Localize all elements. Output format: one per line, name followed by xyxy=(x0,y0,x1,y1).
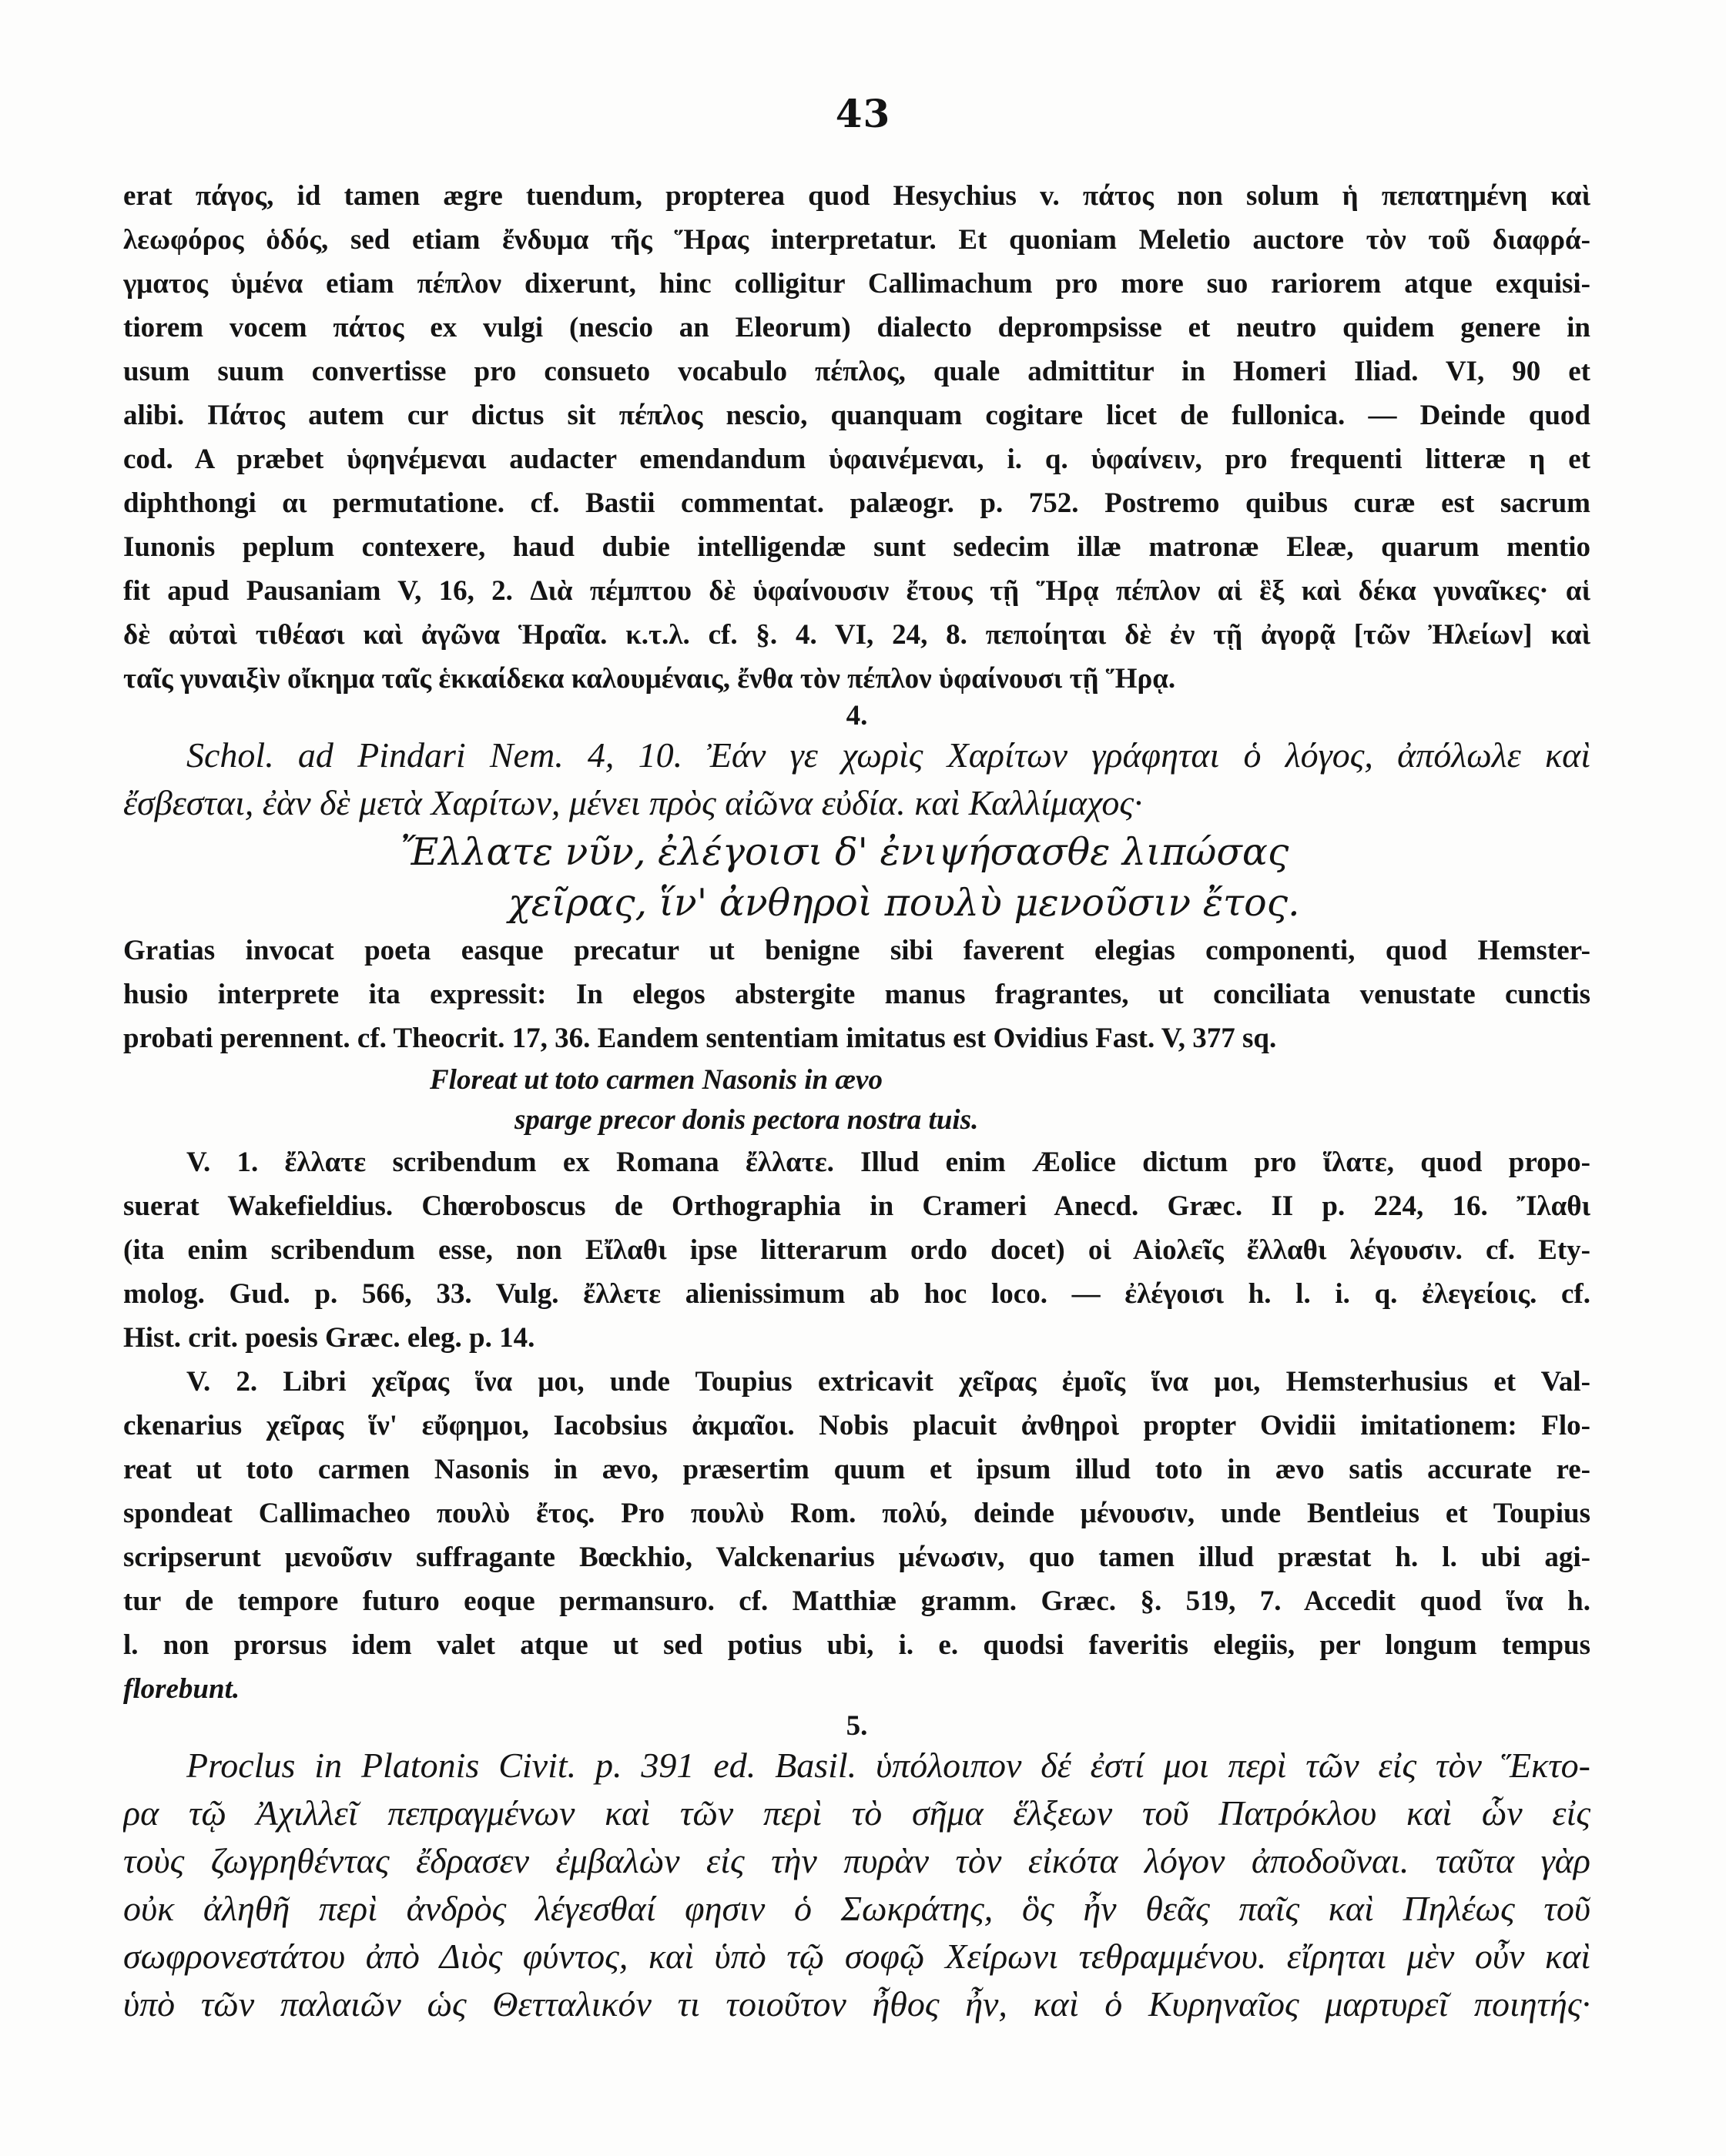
latin-verse-1: Floreat ut toto carmen Nasonis in ævo xyxy=(430,1064,883,1096)
text-block xyxy=(123,174,1590,2028)
note-line-v2: reat ut toto carmen Nasonis in ævo, præsertim quum et ipsum illud toto in ævo satis accurate re- xyxy=(123,1454,1590,1485)
text-line: fit apud Pausaniam V, 16, 2. Διὰ πέμπτου δὲ ὑφαίνουσιν ἔτους τῇ Ἥρᾳ πέπλον αἱ ἓξ καὶ δέκα γυναῖκες· αἱ xyxy=(123,575,1590,607)
note-line-v1: suerat Wakefieldius. Chœroboscus de Orthographia in Crameri Anecd. Græc. II p. 224, 16. Ἴλαθι xyxy=(123,1190,1590,1222)
note-line-v2: l. non prorsus idem valet atque ut sed potius ubi, i. e. quodsi faveritis elegiis, per longum tempus xyxy=(123,1629,1590,1661)
note-line-v1: V. 1. ἔλλατε scribendum ex Romana ἔλλατε. Illud enim Æolice dictum pro ἵλατε, quod propo- xyxy=(186,1147,1590,1178)
note-line-v2: V. 2. Libri χεῖρας ἵνα μοι, unde Toupius extricavit χεῖρας ἐμοῖς ἵνα μοι, Hemsterhusius et Val- xyxy=(186,1366,1590,1398)
text-line: tiorem vocem πάτος ex vulgi (nescio an Eleorum) dialecto deprompsisse et neutro quidem genere in xyxy=(123,312,1590,343)
text-line: cod. A præbet ὑφηνέμεναι audacter emendandum ὑφαινέμεναι, i. q. ὑφαίνειν, pro frequenti litteræ η et xyxy=(123,444,1590,475)
greek-verse-1: Ἔλλατε νῦν, ἐλέγοισι δ' ἐνιψήσασθε λιπώσας xyxy=(400,830,1289,874)
proclus-line: ρα τῷ Ἀχιλλεῖ πεπραγμένων καὶ τῶν περὶ τὸ σῆμα ἕλξεων τοῦ Πατρόκλου καὶ ὧν εἰς xyxy=(123,1793,1590,1833)
note-line-v2: spondeat Callimacheo πουλὺ ἔτος. Pro πουλὺ Rom. πολύ, deinde μένουσιν, unde Bentleius et Toupius xyxy=(123,1498,1590,1529)
note-line-v1: (ita enim scribendum esse, non Εἴλαθι ipse litterarum ordo docet) οἱ Αἰολεῖς ἔλλαθι λέγουσιν. cf. Ety- xyxy=(123,1234,1590,1266)
proclus-line: Proclus in Platonis Civit. p. 391 ed. Basil. ὑπόλοιπον δέ ἐστί μοι περὶ τῶν εἰς τὸν Ἕκτο- xyxy=(186,1746,1590,1785)
note-line-v1: molog. Gud. p. 566, 33. Vulg. ἔλλετε alienissimum ab hoc loco. — ἐλέγοισι h. l. i. q. ἐλεγείοις. cf. xyxy=(123,1278,1590,1310)
note-line-v2: florebunt. xyxy=(123,1673,240,1705)
proclus-line: τοὺς ζωγρηθέντας ἔδρασεν ἐμβαλὼν εἰς τὴν πυρὰν τὸν εἰκότα λόγον ἀποδοῦναι. ταῦτα γὰρ xyxy=(123,1841,1590,1880)
text-line: λεωφόρος ὁδός, sed etiam ἔνδυμα τῆς Ἥρας interpretatur. Et quoniam Meletio auctore τὸν τοῦ διαφρά- xyxy=(123,224,1590,256)
text-line: erat πάγος, id tamen ægre tuendum, propterea quod Hesychius v. πάτος non solum ἡ πεπατημένη καὶ xyxy=(123,180,1590,212)
text-line: Gratias invocat poeta easque precatur ut benigne sibi faverent elegias componenti, quod Hemster- xyxy=(123,935,1590,966)
text-line: husio interprete ita expressit: In elegos abstergite manus fragrantes, ut conciliata venustate cunctis xyxy=(123,979,1590,1010)
text-line: γματος ὑμένα etiam πέπλον dixerunt, hinc colligitur Callimachum pro more suo rariorem atque exquisi- xyxy=(123,268,1590,300)
text-line: diphthongi αι permutatione. cf. Bastii commentat. palæogr. p. 752. Postremo quibus curæ est sacrum xyxy=(123,487,1590,519)
note-line-v2: ckenarius χεῖρας ἵν' εὔφημοι, Iacobsius ἀκμαῖοι. Nobis placuit ἀνθηροὶ propter Ovidii imitationem: Flo- xyxy=(123,1410,1590,1441)
text-line: ταῖς γυναιξὶν οἴκημα ταῖς ἑκκαίδεκα καλουμέναις, ἔνθα τὸν πέπλον ὑφαίνουσι τῇ Ἥρᾳ. xyxy=(123,663,1176,695)
section-number-5: 5. xyxy=(846,1710,868,1742)
text-line: Iunonis peplum contexere, haud dubie intelligendæ sunt sedecim illæ matronæ Eleæ, quarum mentio xyxy=(123,531,1590,563)
proclus-line: σωφρονεστάτου ἀπὸ Διὸς φύντος, καὶ ὑπὸ τῷ σοφῷ Χείρωνι τεθραμμένου. εἴρηται μὲν οὖν καὶ xyxy=(123,1937,1590,1976)
scholion-intro-continued: ἔσβεσται, ἐὰν δὲ μετὰ Χαρίτων, μένει πρὸς αἰῶνα εὐδία. καὶ Καλλίμαχος· xyxy=(123,783,1143,822)
note-line-v2: tur de tempore futuro eoque permansuro. cf. Matthiæ gramm. Græc. §. 519, 7. Accedit quod ἵνα h. xyxy=(123,1585,1590,1617)
section-number-4: 4. xyxy=(846,700,868,732)
proclus-line: οὐκ ἀληθῆ περὶ ἀνδρὸς λέγεσθαί φησιν ὁ Σωκράτης, ὃς ἦν θεᾶς παῖς καὶ Πηλέως τοῦ xyxy=(123,1889,1590,1928)
text-line: probati perennent. cf. Theocrit. 17, 36. Eandem sententiam imitatus est Ovidius Fast. V, 377 sq. xyxy=(123,1023,1277,1054)
proclus-line: ὑπὸ τῶν παλαιῶν ὡς Θετταλικόν τι τοιοῦτον ἦθος ἦν, καὶ ὁ Κυρηναῖος μαρτυρεῖ ποιητής· xyxy=(123,1984,1590,2024)
note-line-v1: Hist. crit. poesis Græc. eleg. p. 14. xyxy=(123,1322,535,1354)
text-line: δὲ αὐταὶ τιθέασι καὶ ἀγῶνα Ἡραῖα. κ.τ.λ. cf. §. 4. VI, 24, 8. πεποίηται δὲ ἐν τῇ ἀγορᾷ [τῶν Ἠλείων] καὶ xyxy=(123,619,1590,651)
note-line-v2: scripserunt μενοῦσιν suffragante Bœckhio, Valckenarius μένωσιν, quo tamen illud præstat h. l. ubi agi- xyxy=(123,1542,1590,1573)
text-line: alibi. Πάτος autem cur dictus sit πέπλος nescio, quanquam cogitare licet de fullonica. — Deinde quod xyxy=(123,400,1590,431)
scholion-intro: Schol. ad Pindari Nem. 4, 10. Ἐάν γε χωρὶς Χαρίτων γράφηται ὁ λόγος, ἀπόλωλε καὶ xyxy=(186,735,1590,775)
latin-verse-2: sparge precor donis pectora nostra tuis. xyxy=(514,1104,979,1136)
page-number: 43 xyxy=(835,91,891,136)
text-line: usum suum convertisse pro consueto vocabulo πέπλος, quale admittitur in Homeri Iliad. VI, 90 et xyxy=(123,356,1590,387)
greek-verse-2: χεῖρας, ἵν' ἀνθηροὶ πουλὺ μενοῦσιν ἔτος. xyxy=(508,881,1300,925)
